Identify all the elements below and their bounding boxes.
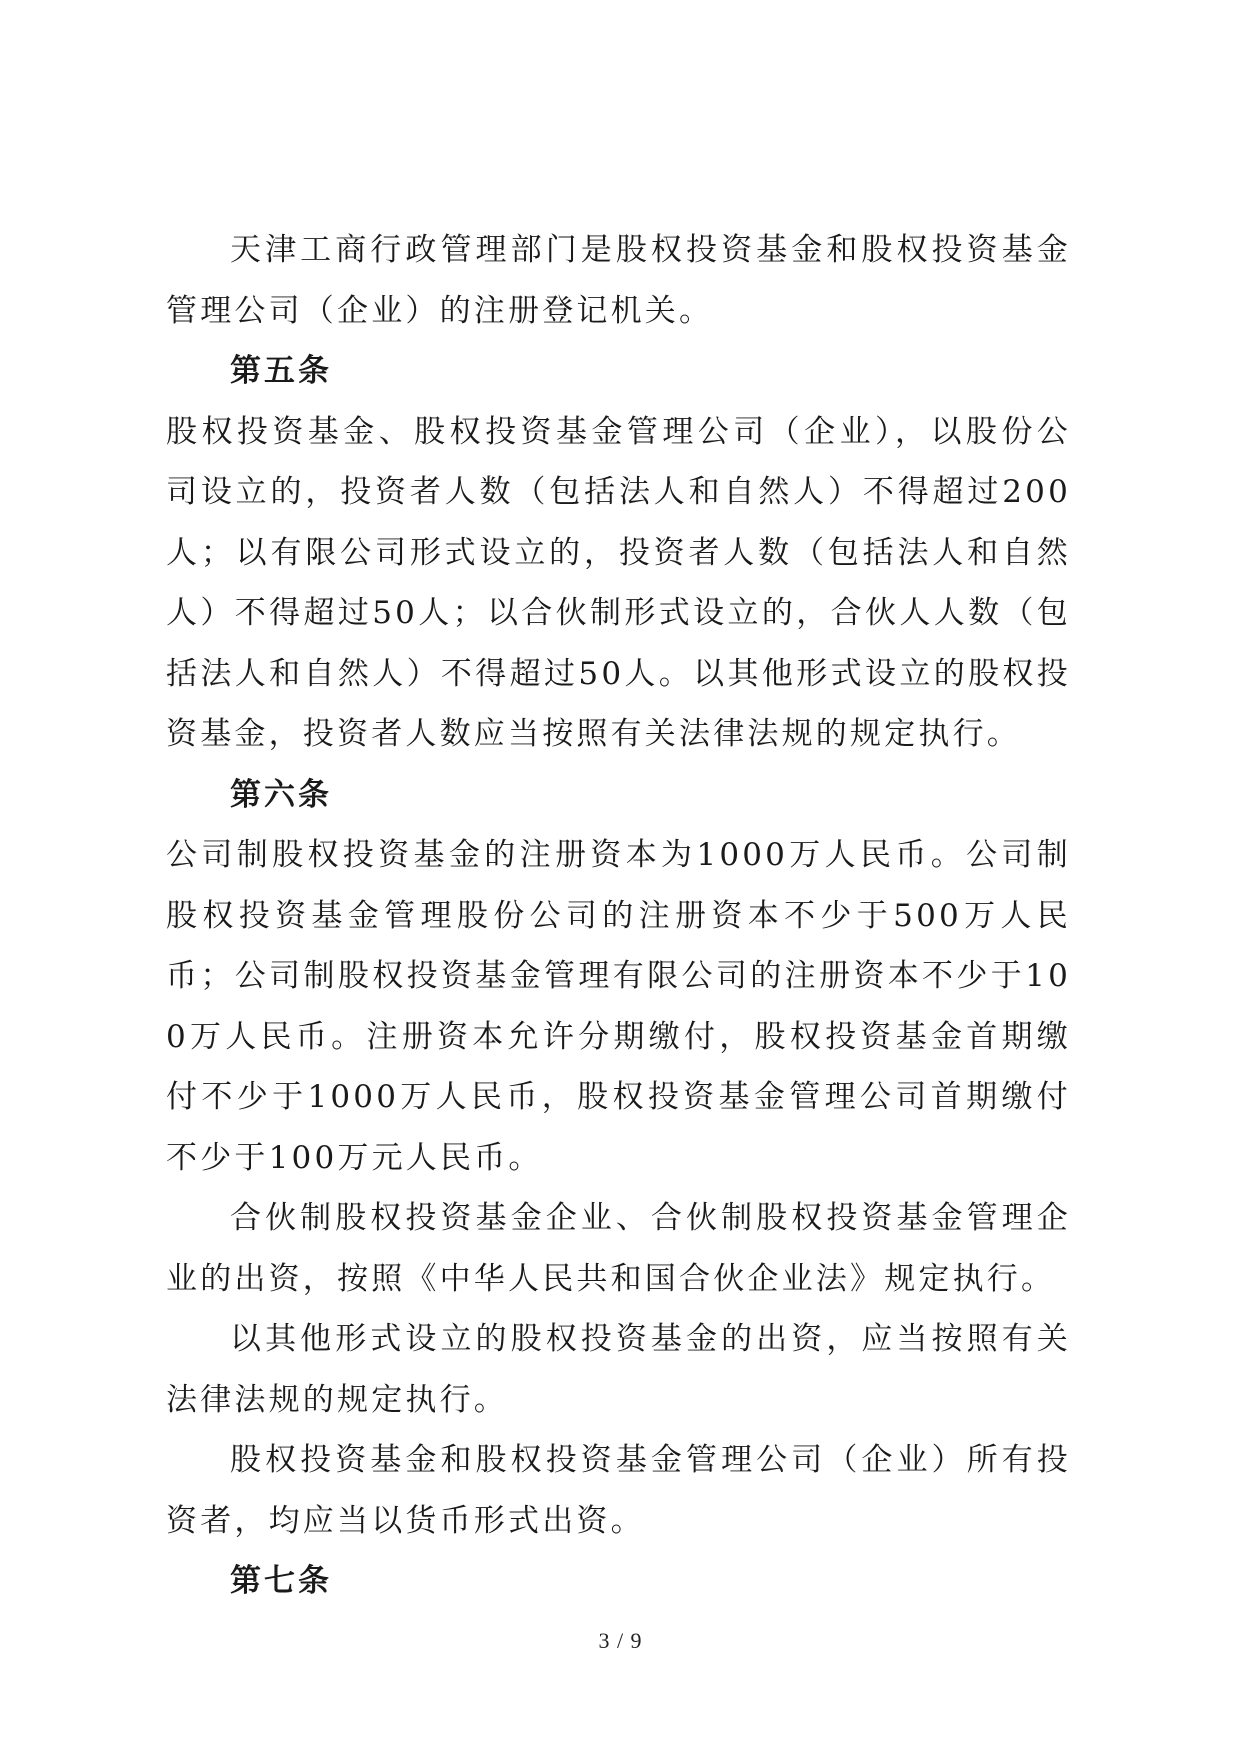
article-5-text: 股权投资基金、股权投资基金管理公司（企业），以股份公司设立的，投资者人数（包括法人和自然人）不得超过200人；以有限公司形式设立的，投资者人数（包括法人和自然人）不得超过50人；以合伙制形式设立的，合伙人人数（包括法人和自然人）不得超过50人。以其他形式设立的股权投资基金，投资者人数应当按照有关法律法规的规定执行。 — [166, 413, 1071, 752]
page-number: 3 / 9 — [598, 1628, 643, 1653]
document-body — [166, 220, 1071, 1612]
article-7-heading: 第七条 — [230, 1563, 332, 1599]
article-6-currency-paragraph: 股权投资基金和股权投资基金管理公司（企业）所有投资者，均应当以货币形式出资。 — [166, 1442, 1071, 1539]
article-6-text: 公司制股权投资基金的注册资本为1000万人民币。公司制股权投资基金管理股份公司的注册资本不少于500万人民币；公司制股权投资基金管理有限公司的注册资本不少于100万人民币。注册资本允许分期缴付，股权投资基金首期缴付不少于1000万人民币，股权投资基金管理公司首期缴付不少于100万元人民币。 — [166, 837, 1071, 1176]
article-6-partnership-paragraph: 合伙制股权投资基金企业、合伙制股权投资基金管理企业的出资，按照《中华人民共和国合伙企业法》规定执行。 — [166, 1200, 1071, 1297]
article-5-heading: 第五条 — [230, 353, 332, 389]
article-6-other-forms-paragraph: 以其他形式设立的股权投资基金的出资，应当按照有关法律法规的规定执行。 — [166, 1321, 1071, 1418]
article-6-heading: 第六条 — [230, 776, 332, 813]
paragraph-registration-authority: 天津工商行政管理部门是股权投资基金和股权投资基金管理公司（企业）的注册登记机关。 — [166, 232, 1071, 329]
